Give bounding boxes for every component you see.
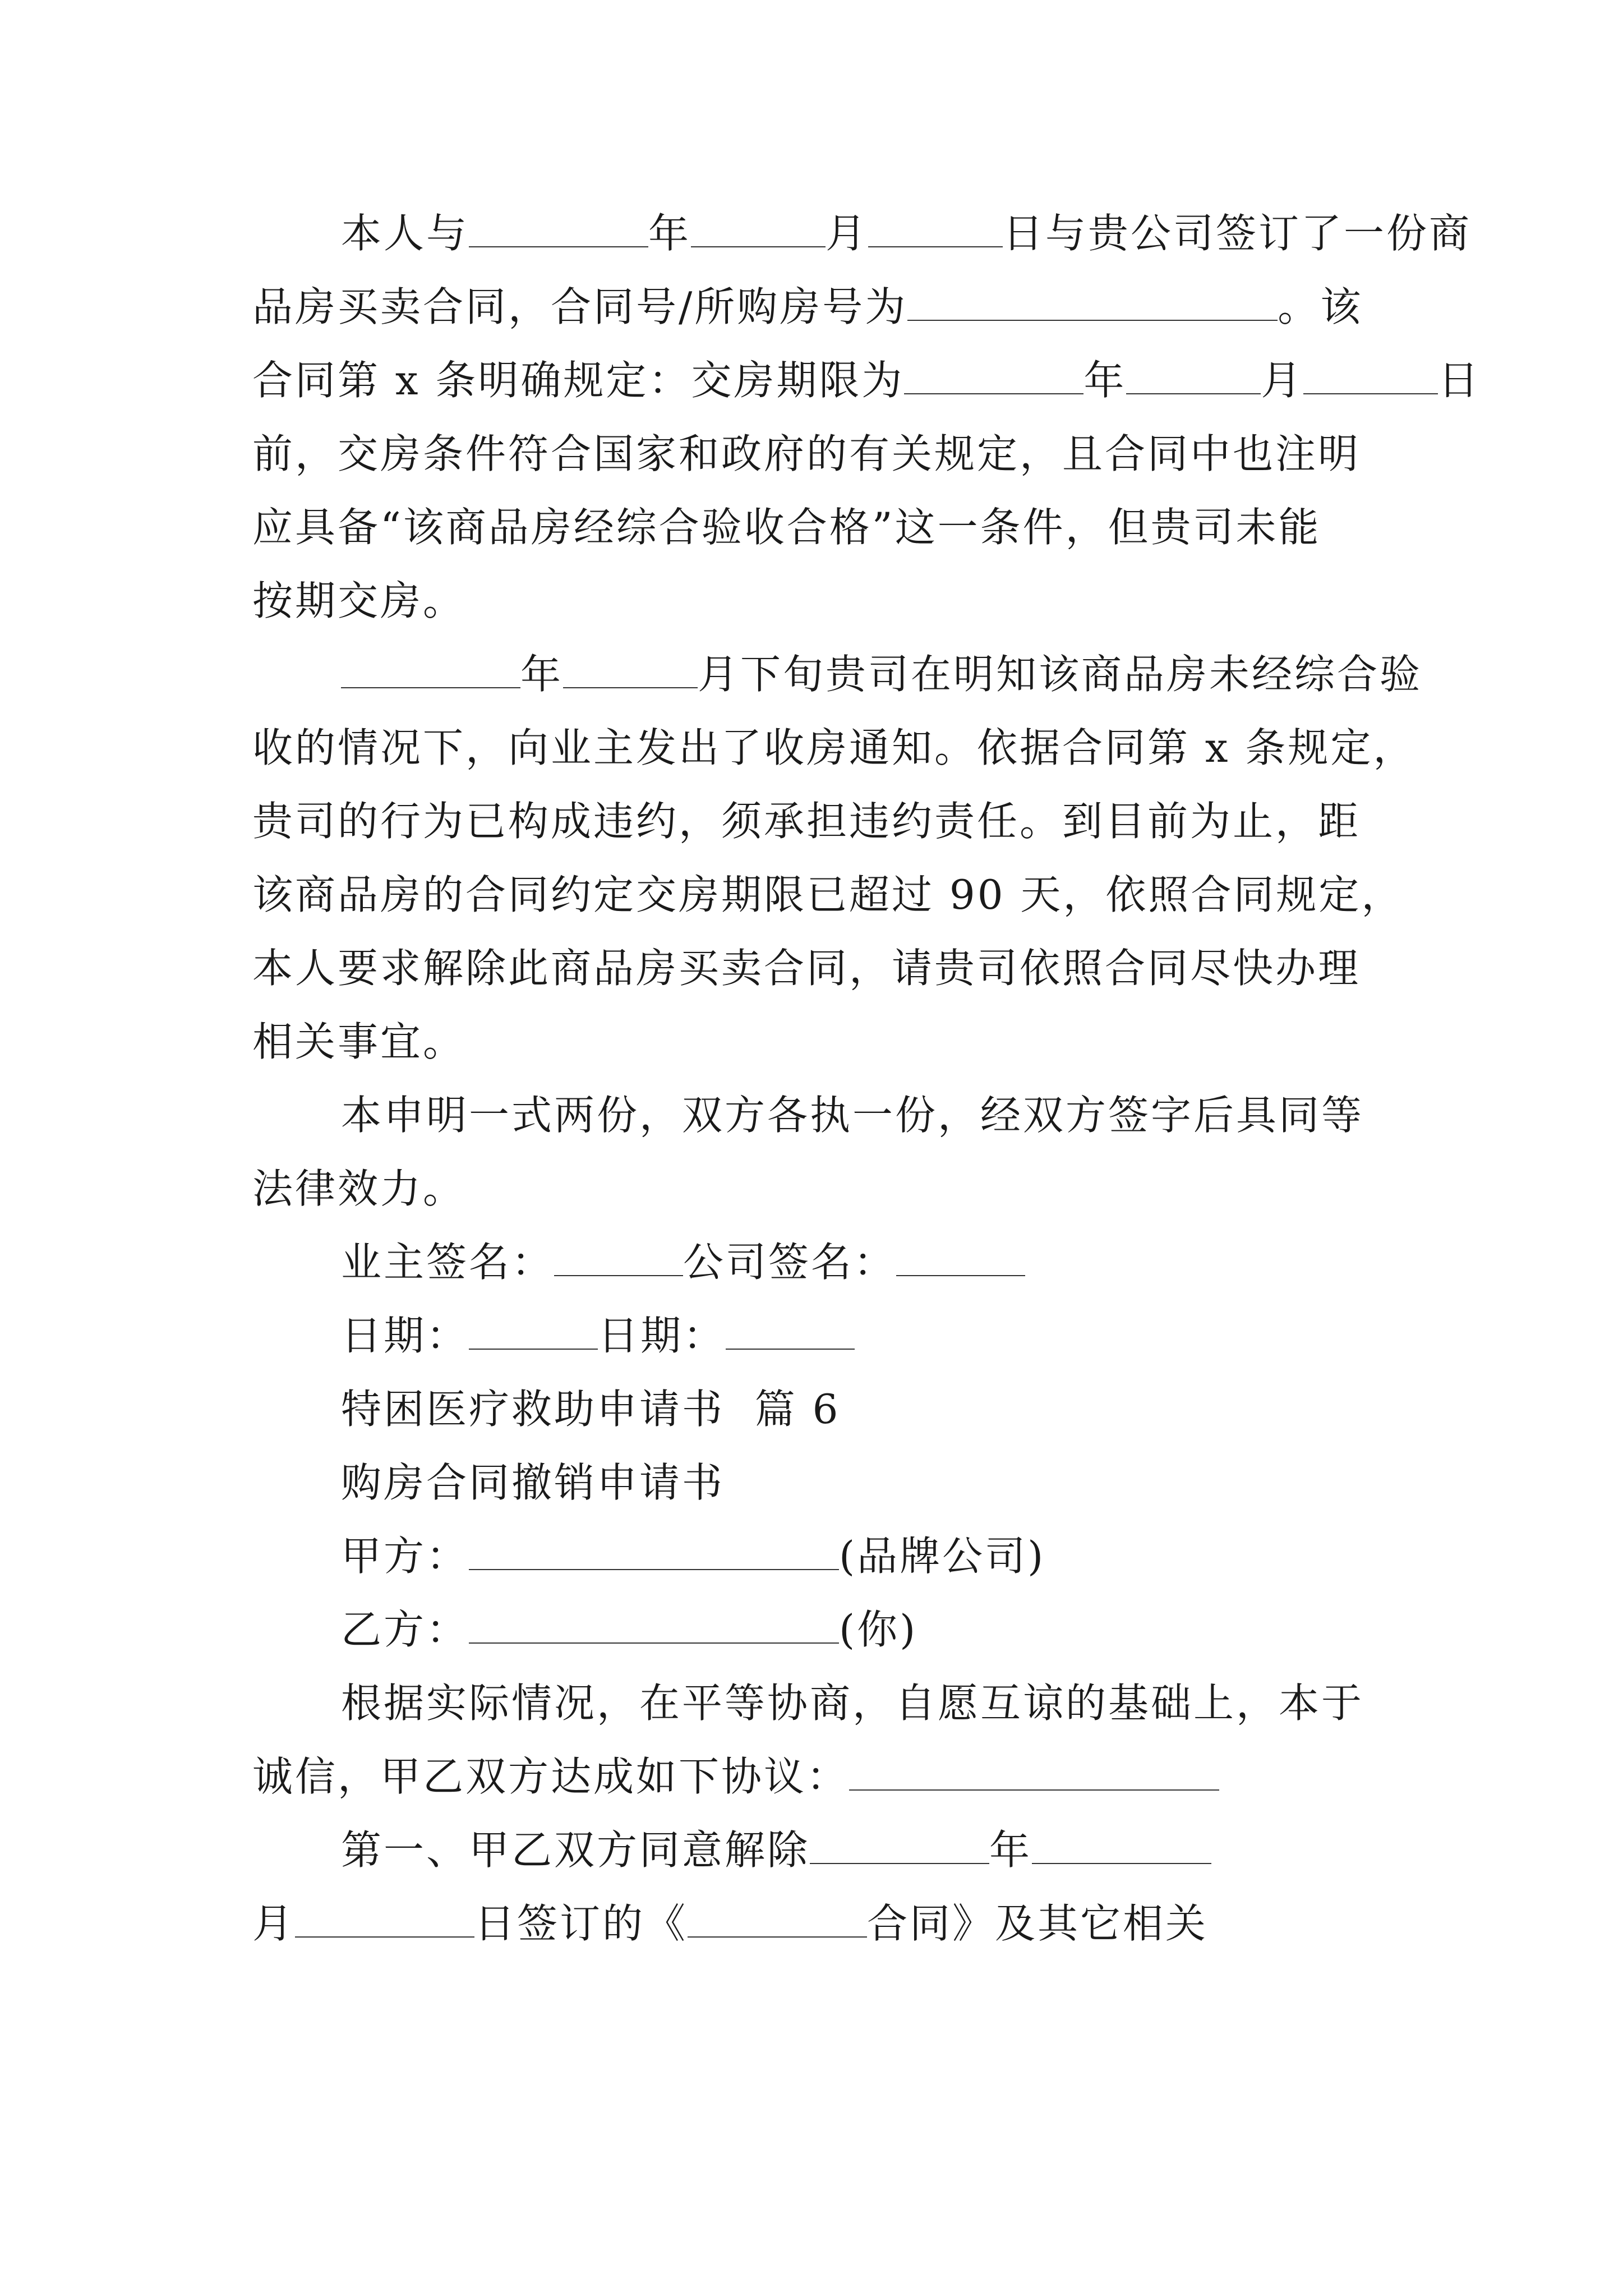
text-segment: 月 [1261, 357, 1304, 404]
text-segment: 法律效力。 [252, 1165, 466, 1212]
text-segment: 购房合同撤销申请书 [341, 1459, 725, 1506]
fill-in-blank [563, 650, 698, 688]
text-segment: 前，交房条件符合国家和政府的有关规定，且合同中也注明 [252, 430, 1361, 477]
text-segment: 本人要求解除此商品房买卖合同，请贵司依照合同尽快办理 [252, 945, 1361, 992]
text-segment: 月下旬贵司在明知该商品房未经综合验 [698, 651, 1423, 698]
text-line [341, 1234, 1025, 1290]
text-line [252, 1014, 465, 1070]
text-line [252, 1749, 1219, 1805]
text-line [252, 867, 1404, 923]
text-line [252, 793, 1361, 849]
text-segment: 。该 [1278, 283, 1363, 330]
text-line [341, 205, 1472, 261]
text-segment: 应具备“该商品房经综合验收合格”这一条件，但贵司未能 [252, 504, 1321, 551]
fill-in-blank [849, 1752, 1219, 1791]
text-segment: 乙方： [341, 1606, 469, 1653]
text-segment: 相关事宜。 [252, 1018, 466, 1065]
text-line [341, 1528, 1045, 1584]
text-segment: 根据实际情况，在平等协商，自愿互谅的基础上，本于 [341, 1680, 1364, 1727]
fill-in-blank [896, 1238, 1025, 1276]
text-line [341, 1455, 725, 1511]
text-segment: 业主签名： [341, 1239, 555, 1286]
text-segment: 年 [648, 210, 691, 257]
text-line [341, 1308, 855, 1364]
text-segment: 日期： [598, 1312, 726, 1359]
fill-in-blank [1303, 356, 1438, 394]
text-segment: 第一、甲乙双方同意解除 [341, 1826, 810, 1874]
text-segment: 日与贵公司签订了一份商 [1003, 210, 1472, 257]
fill-in-blank [1126, 356, 1261, 394]
fill-in-blank [469, 1312, 598, 1350]
text-segment: (你) [839, 1606, 918, 1653]
fill-in-blank [469, 1605, 839, 1644]
text-segment: 按期交房。 [252, 577, 466, 624]
fill-in-blank [688, 1899, 867, 1938]
fill-in-blank [868, 209, 1003, 247]
fill-in-blank [907, 283, 1278, 321]
text-line [341, 1602, 917, 1658]
text-segment: 本申明一式两份，双方各执一份，经双方签字后具同等 [341, 1092, 1364, 1139]
text-segment: 年 [1083, 357, 1127, 404]
fill-in-blank [469, 1532, 839, 1570]
text-segment: 月 [252, 1900, 296, 1947]
fill-in-blank [554, 1238, 683, 1276]
text-line [252, 720, 1415, 776]
text-segment: 日期： [341, 1312, 469, 1359]
text-line [252, 940, 1361, 996]
fill-in-blank [295, 1899, 474, 1938]
text-segment: 日 [1438, 357, 1481, 404]
text-segment: 合同》及其它相关 [867, 1900, 1209, 1947]
text-line [252, 426, 1361, 482]
text-segment: 月 [826, 210, 869, 257]
text-line [341, 1675, 1364, 1731]
text-line [252, 573, 465, 629]
fill-in-blank [904, 356, 1083, 394]
text-segment: 品房买卖合同，合同号/所购房号为 [252, 283, 908, 330]
fill-in-blank [726, 1312, 855, 1350]
text-segment: 甲方： [341, 1533, 469, 1580]
text-segment: 特困医疗救助申请书 篇 6 [341, 1386, 841, 1433]
text-segment: 年 [520, 651, 564, 698]
text-line [341, 1381, 840, 1437]
text-segment: 收的情况下，向业主发出了收房通知。依据合同第 x 条规定， [252, 724, 1416, 771]
fill-in-blank [1032, 1826, 1211, 1864]
text-segment: 本人与 [341, 210, 469, 257]
text-segment: 合同第 x 条明确规定：交房期限为 [252, 357, 905, 404]
text-line [252, 1161, 465, 1217]
text-segment: 日签订的《 [474, 1900, 688, 1947]
fill-in-blank [469, 209, 648, 247]
text-line [341, 646, 1422, 702]
text-segment: 诚信，甲乙双方达成如下协议： [252, 1753, 850, 1800]
fill-in-blank [810, 1826, 989, 1864]
text-line [252, 279, 1363, 335]
text-segment: 公司签名： [683, 1239, 897, 1286]
text-line [252, 352, 1481, 408]
text-segment: (品牌公司) [839, 1533, 1046, 1580]
text-line [252, 1895, 1208, 1952]
fill-in-blank [341, 650, 520, 688]
text-line [341, 1822, 1211, 1878]
text-line [341, 1087, 1364, 1143]
text-segment: 贵司的行为已构成违约，须承担违约责任。到目前为止，距 [252, 798, 1361, 845]
text-segment: 该商品房的合同约定交房期限已超过 90 天，依照合同规定， [252, 871, 1404, 918]
text-segment: 年 [989, 1826, 1032, 1874]
fill-in-blank [691, 209, 826, 247]
text-line [252, 499, 1321, 555]
